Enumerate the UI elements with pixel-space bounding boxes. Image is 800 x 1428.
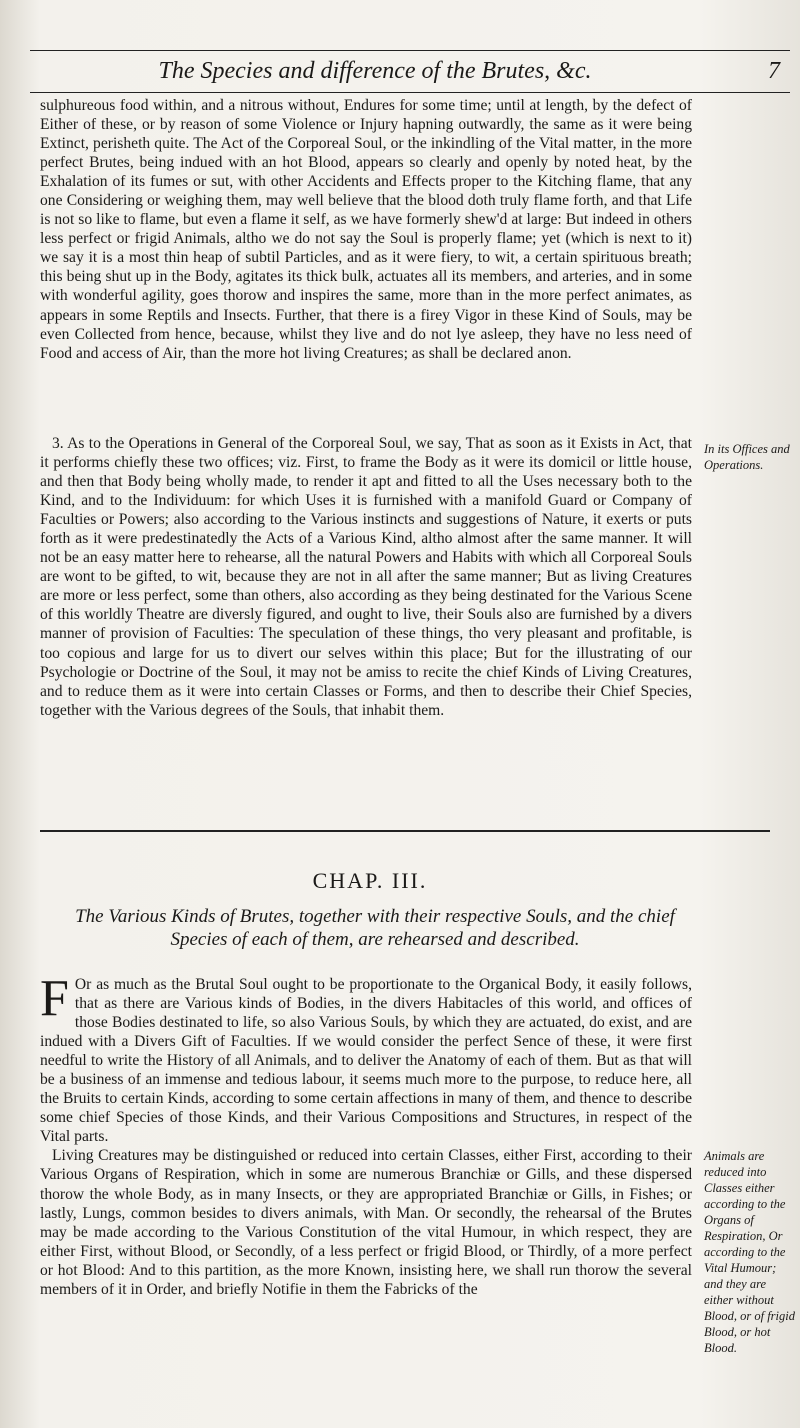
page-number: 7 [768, 58, 780, 84]
paragraph-2 [40, 434, 692, 720]
running-header [30, 58, 780, 88]
chapter-heading: CHAP. III. [312, 868, 428, 893]
running-title: The Species and difference of the Brutes, &c. [158, 58, 592, 84]
paragraph-3-text: Or as much as the Brutal Soul ought to be proportionate to the Organical Body, it easily follows, that as there are Various kinds of Bodies, in the divers Habitacles of this world, and offices of those Bodies destinated to life, so also Various Souls, by which they are actuated, do exist, and are indued with a Divers Gift of Faculties. If we would consider the perfect Sence of these, it were first needful to write the History of all Animals, and to deliver the Anatomy of each of them. But as that will be a business of an immense and tedious labour, it seems much more to the purpose, to reduce here, all the Bruits to certain Kinds, according to some certain affections in many of them, and thence to describe some chief Species of those Kinds, and their Various Compositions and Structures, in respect of the Vital parts. [40, 976, 692, 1146]
header-rule [30, 92, 790, 93]
chapter-subtitle: The Various Kinds of Brutes, together with their respective Souls, and the chief Species of each of them, are rehearsed and described. [75, 906, 675, 950]
margin-note-classes: Animals are reduced into Classes either according to the Organs of Respiration, Or according to the Vital Humour; and they are either without Blood, or of frigid Blood, or hot Blood. [704, 1149, 795, 1355]
paragraph-2-text: 3. As to the Operations in General of the Corporeal Soul, we say, That as soon as it Exists in Act, that it performs chiefly these two offices; viz. First, to frame the Body as it were its domicil or little house, and then that Body being wholly made, to render it apt and fitted to all the Uses necessary both to the Kind, and to the Individuum: for which Uses it is furnished with a manifold Guard or Company of Faculties or Powers; also according to the Various instincts and suggestions of Nature, it exerts or puts forth as it were predestinatedly the Acts of a Various Kind, altho almost after the same manner. It will not be an easy matter here to rehearse, all the natural Powers and Habits with which all Corporeal Souls are wont to be gifted, to wit, because they are not in all after the same manner; But as living Creatures are more or less perfect, some than others, also according as they being destinated for the Various Scene of this worldly Theatre are diversly figured, and ought to live, their Souls also are furnished by a divers manner of provision of Faculties: The speculation of these things, tho very pleasant and profitable, is too copious and large for us to divert our selves within this place; But for the illustrating of our Psychologie or Doctrine of the Soul, it may not be amiss to recite the chief Kinds of Living Creatures, and to reduce them as it were into certain Classes or Forms, and then to describe their Chief Species, together with the Various degrees of the Souls, that inhabit them. [40, 435, 692, 719]
chapter-separator-rule [40, 830, 770, 832]
margin-note-offices: In its Offices and Operations. [704, 442, 790, 472]
top-rule [30, 50, 790, 51]
chapter-body [40, 970, 692, 1299]
paragraph-1-text: sulphureous food within, and a nitrous without, Endures for some time; until at length, by the defect of Either of these, or by reason of some Violence or Injury hapning outwardly, the same as it were being Extinct, perisheth quite. The Act of the Corporeal Soul, or the inkindling of the Vital matter, in the more perfect Brutes, being indued with an hot Blood, appears so clearly and openly by noted heat, by the Exhalation of its fumes or sut, with other Accidents and Effects proper to the Kitching flame, that any one Considering or weighing them, may well believe that the blood doth truly flame forth, and that Life is not so like to flame, but even a flame it self, as we have formerly shew'd at large: But indeed in others less perfect or frigid Animals, altho we do not say the Soul is properly flame; yet (which is next to it) we say it is a most thin heap of subtil Particles, and as it were fiery, to wit, a certain spirituous breath; this being shut up in the Body, agitates its thick bulk, actuates all its members, and arteries, and in some with wonderful agility, goes thorow and inspires the same, more than in the more perfect animates, as appears in some Reptils and Insects. Further, that there is a firey Vigor in these Kind of Souls, may be even Collected from hence, because, whilst they live and do not lye asleep, they have no less need of Food and access of Air, than the more hot living Creatures; as shall be declared anon. [40, 97, 692, 362]
paragraph-4-text: Living Creatures may be distinguished or reduced into certain Classes, either First, according to their Various Organs of Respiration, which in some are numerous Branchiæ or Gills, and these dispersed thorow the whole Body, as in many Insects, or they are appropriated Branchiæ or Gills, in Fishes; or lastly, Lungs, common besides to divers animals, with Man. Or secondly, the rehearsal of the Brutes may be made according to the Various Constitution of the vital Humour, in which respect, they are either First, without Blood, or Secondly, of a less perfect or frigid Blood, or Thirdly, of a more perfect or hot Blood: And to this partition, as the more Known, insisting here, we shall run thorow the several members of it in Order, and briefly Notifie in them the Fabricks of the [40, 1147, 692, 1298]
paragraph-1 [40, 96, 692, 363]
paragraph-3 [40, 970, 692, 1146]
drop-cap: F [40, 970, 69, 1027]
